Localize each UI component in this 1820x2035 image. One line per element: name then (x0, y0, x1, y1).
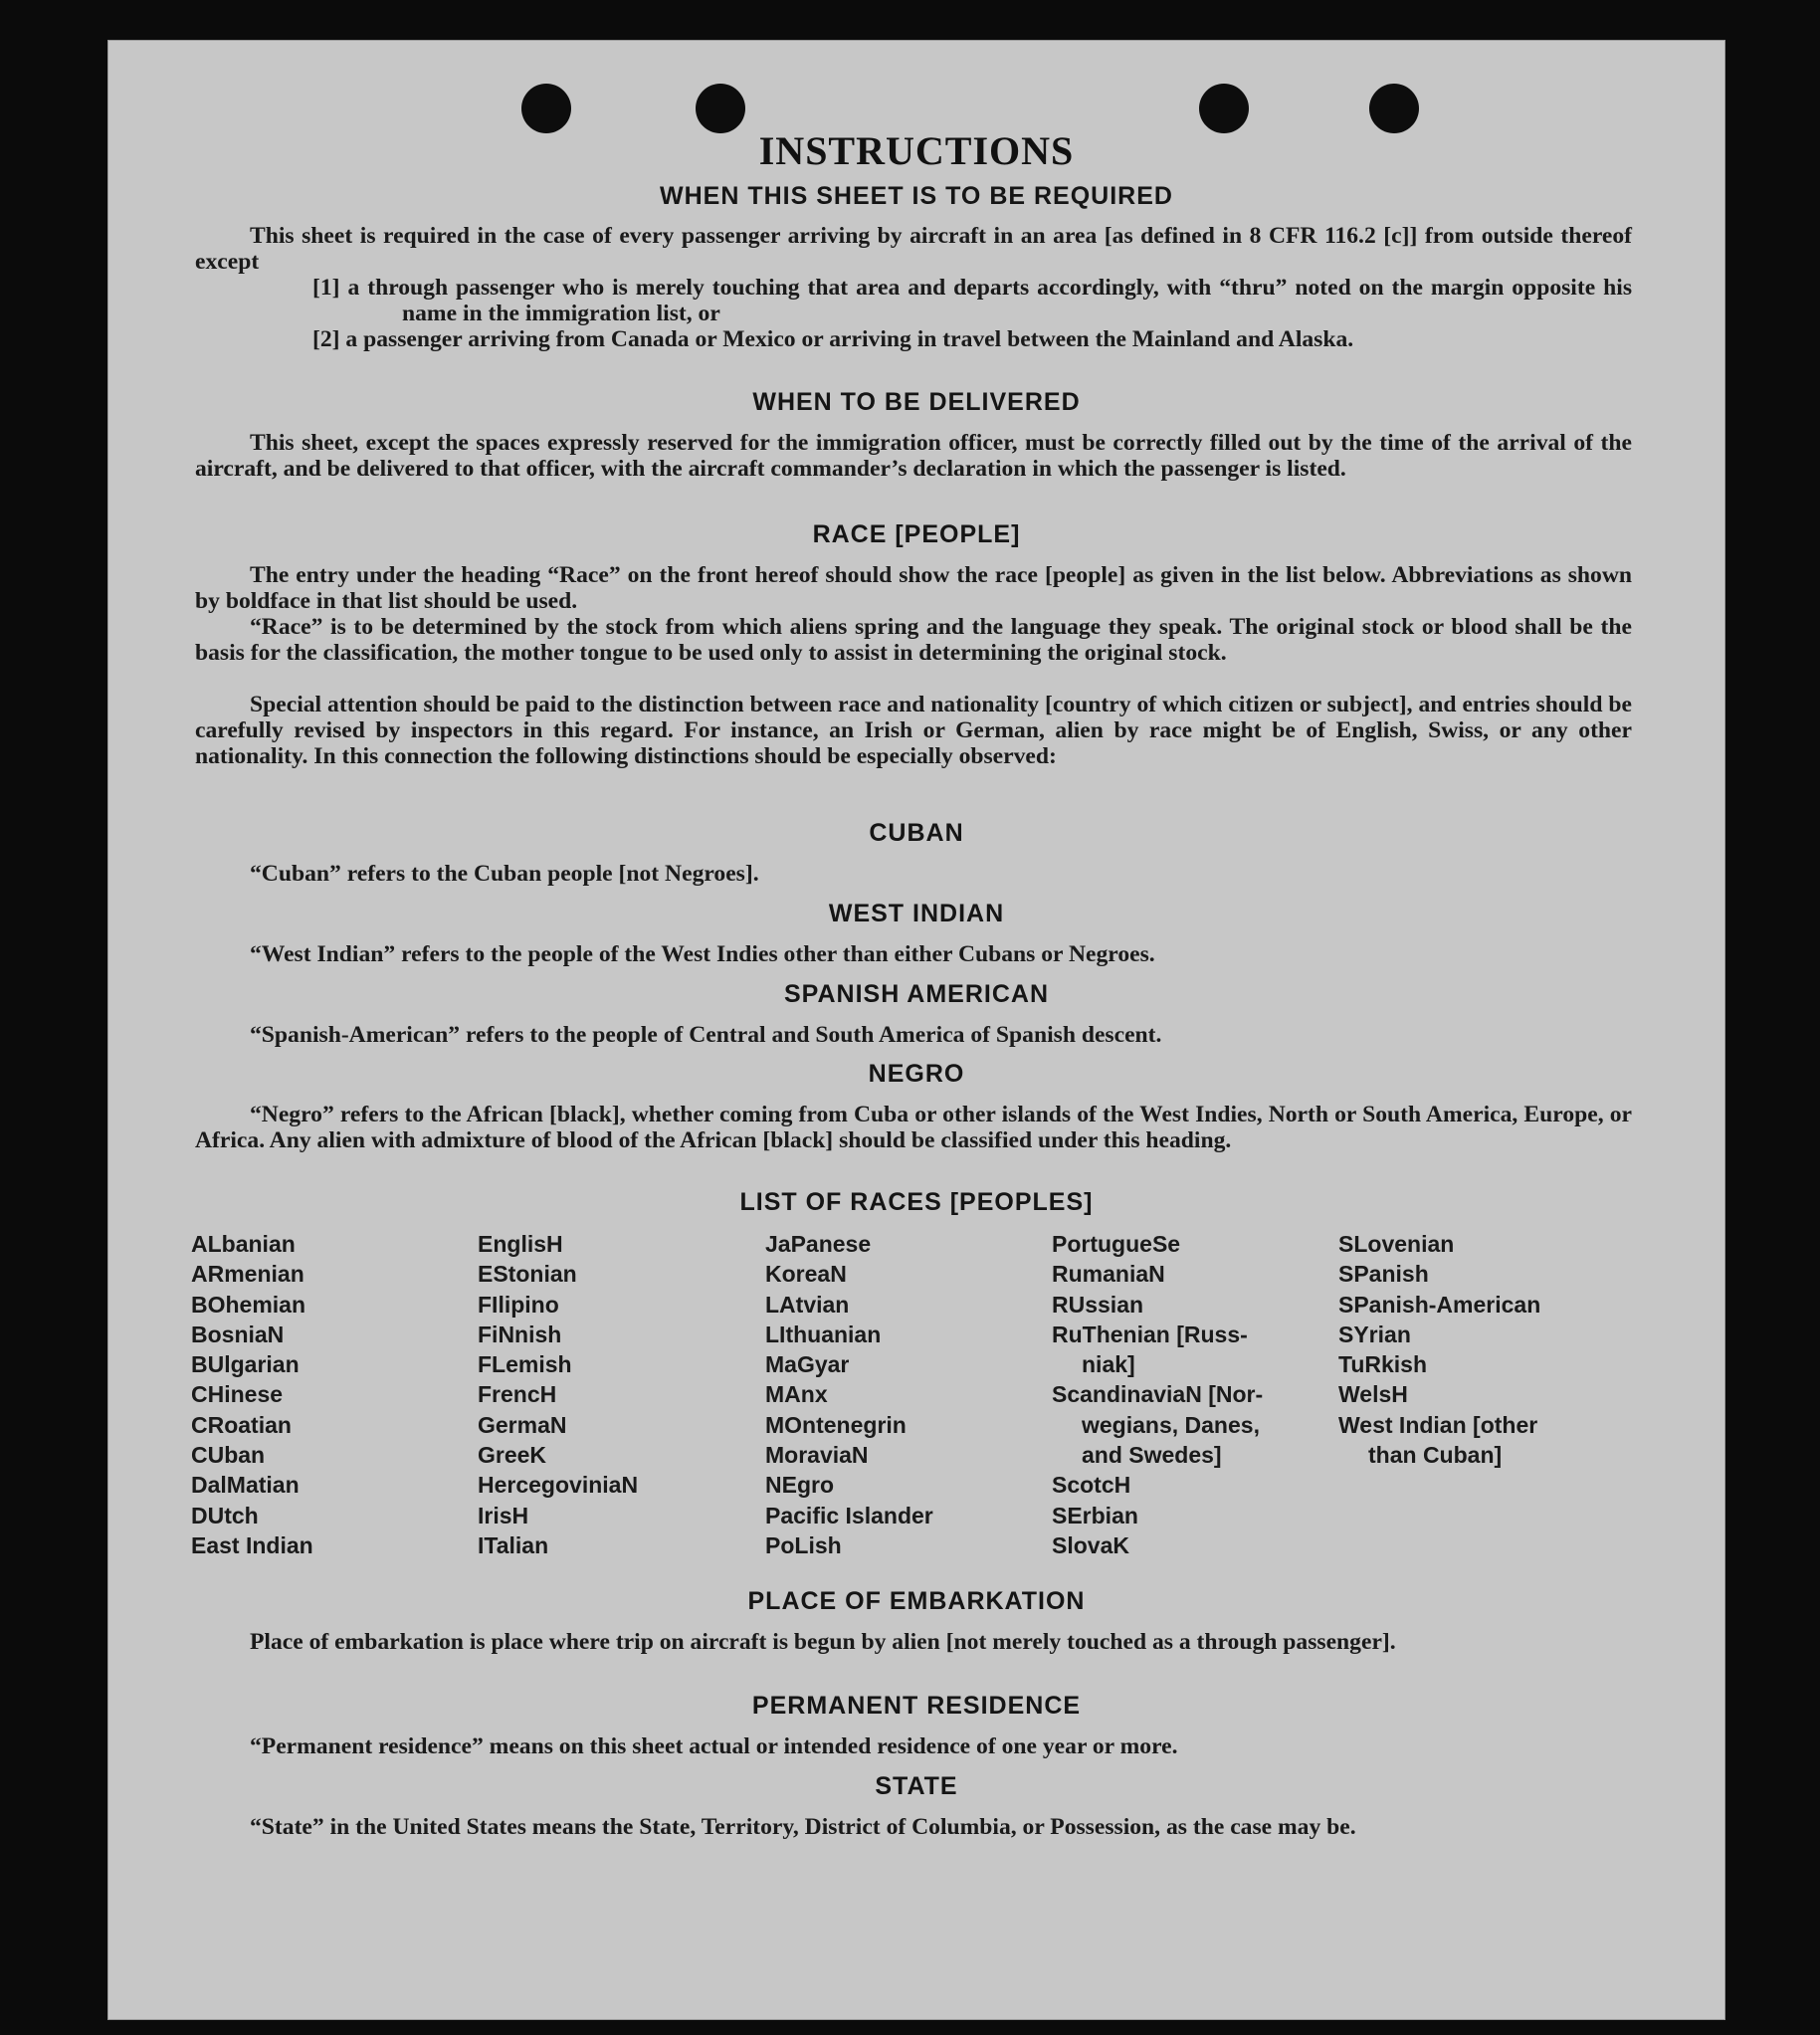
race-entry: SYrian (1338, 1321, 1411, 1347)
race-entry: RumaniaN (1052, 1261, 1165, 1288)
race-entry: SlovaK (1052, 1531, 1129, 1558)
heading-when-delivered: WHEN TO BE DELIVERED (752, 388, 1081, 416)
race-entry: BUlgarian (191, 1351, 300, 1378)
race-entry: NEgro (765, 1472, 834, 1499)
race-entry: SLovenian (1338, 1231, 1455, 1257)
race-entry: FIlipino (478, 1291, 559, 1318)
race-entry: ALbanian (191, 1231, 296, 1257)
race-entry: FLemish (478, 1351, 572, 1378)
paragraph-required-intro: This sheet is required in the case of every passenger arriving by aircraft in an area [as defined in 8 CFR 116.2 [c]] from outside thereof except (195, 223, 1632, 275)
race-entry: MOntenegrin (765, 1411, 907, 1438)
race-entry: SPanish (1338, 1261, 1429, 1288)
race-entry: ITalian (478, 1531, 549, 1558)
heading-state: STATE (875, 1772, 958, 1800)
race-column-3 (765, 1229, 933, 1560)
race-entry: FrencH (478, 1381, 557, 1408)
race-entry: RuThenian [Russ- (1052, 1321, 1248, 1347)
race-column-1 (191, 1229, 313, 1560)
race-entry: and Swedes] (1082, 1442, 1222, 1469)
heading-cuban: CUBAN (869, 819, 964, 847)
race-entry: SPanish-American (1338, 1291, 1541, 1318)
heading-west-indian: WEST INDIAN (828, 900, 1005, 927)
paragraph-cuban: “Cuban” refers to the Cuban people [not Negroes]. (250, 861, 759, 887)
race-entry: WelsH (1338, 1381, 1408, 1408)
race-entry: CHinese (191, 1381, 284, 1408)
race-entry: HercegoviniaN (478, 1472, 639, 1499)
race-entry: BOhemian (191, 1291, 306, 1318)
paragraph-race-1: The entry under the heading “Race” on the front hereof should show the race [people] as given in the list below. Abbreviations as shown by boldface in that list should be used. (195, 562, 1632, 614)
heading-when-required: WHEN THIS SHEET IS TO BE REQUIRED (660, 182, 1173, 210)
race-entry: MaGyar (765, 1351, 850, 1378)
race-column-4 (1052, 1229, 1263, 1560)
race-entry: niak] (1082, 1351, 1135, 1378)
race-entry: MoraviaN (765, 1442, 869, 1469)
list-item-required-2: [2] a passenger arriving from Canada or Mexico or arriving in travel between the Mainland and Alaska. (312, 326, 1354, 352)
race-entry: CRoatian (191, 1411, 292, 1438)
heading-permanent-residence: PERMANENT RESIDENCE (751, 1692, 1082, 1720)
race-entry: TuRkish (1338, 1351, 1428, 1378)
race-entry: PoLish (765, 1531, 842, 1558)
list-item-required-1: [1] a through passenger who is merely touching that area and departs accordingly, with “thru” noted on the margin opposite his name in the immigration list, or (312, 275, 1632, 326)
race-list (191, 1229, 1684, 1607)
race-entry: BosniaN (191, 1321, 285, 1347)
heading-list-of-races: LIST OF RACES [PEOPLES] (739, 1188, 1094, 1216)
paragraph-spanish-american: “Spanish-American” refers to the people of Central and South America of Spanish descent. (250, 1022, 1162, 1048)
race-entry: ARmenian (191, 1261, 304, 1288)
race-entry: KoreaN (765, 1261, 847, 1288)
punch-hole (696, 84, 745, 133)
race-entry: than Cuban] (1368, 1442, 1503, 1469)
paragraph-state: “State” in the United States means the State, Territory, District of Columbia, or Possession, as the case may be. (250, 1814, 1356, 1840)
punch-hole (521, 84, 571, 133)
race-entry: EnglisH (478, 1231, 563, 1257)
instruction-sheet (107, 40, 1725, 2020)
punch-hole (1369, 84, 1419, 133)
page-title: INSTRUCTIONS (758, 128, 1075, 173)
paragraph-race-2: “Race” is to be determined by the stock from which aliens spring and the language they speak. The original stock or blood shall be the basis for the classification, the mother tongue to be used only to assist in determining the original stock. (195, 614, 1632, 666)
race-entry: PortugueSe (1052, 1231, 1181, 1257)
race-entry: wegians, Danes, (1082, 1411, 1260, 1438)
race-entry: DalMatian (191, 1472, 300, 1499)
race-entry: JaPanese (765, 1231, 872, 1257)
punch-hole (1199, 84, 1249, 133)
heading-race: RACE [PEOPLE] (812, 520, 1021, 548)
race-entry: Pacific Islander (765, 1502, 933, 1528)
race-entry: West Indian [other (1338, 1411, 1538, 1438)
heading-spanish-american: SPANISH AMERICAN (783, 980, 1049, 1008)
race-entry: SErbian (1052, 1502, 1138, 1528)
race-entry: ScandinaviaN [Nor- (1052, 1381, 1264, 1408)
race-entry: East Indian (191, 1531, 313, 1558)
paragraph-delivered: This sheet, except the spaces expressly reserved for the immigration officer, must be correctly filled out by the time of the arrival of the aircraft, and be delivered to that officer, with the aircraft commander’s declaration in which the passenger is listed. (195, 430, 1632, 482)
race-column-2 (478, 1229, 638, 1560)
race-entry: ScotcH (1052, 1472, 1131, 1499)
race-entry: GreeK (478, 1442, 547, 1469)
race-entry: FiNnish (478, 1321, 562, 1347)
race-entry: LIthuanian (765, 1321, 882, 1347)
race-entry: RUssian (1052, 1291, 1144, 1318)
heading-negro: NEGRO (868, 1060, 965, 1088)
paragraph-negro: “Negro” refers to the African [black], whether coming from Cuba or other islands of the West Indies, North or South America, Europe, or Africa. Any alien with admixture of blood of the African [black] should be classified under this heading. (195, 1102, 1632, 1153)
race-entry: LAtvian (765, 1291, 850, 1318)
paragraph-west-indian: “West Indian” refers to the people of the West Indies other than either Cubans or Negroes. (250, 941, 1155, 967)
paragraph-permanent-residence: “Permanent residence” means on this sheet actual or intended residence of one year or more. (250, 1733, 1178, 1759)
heading-place-of-embarkation: PLACE OF EMBARKATION (747, 1587, 1086, 1615)
paragraph-embarkation: Place of embarkation is place where trip on aircraft is begun by alien [not merely touched as a through passenger]. (250, 1629, 1396, 1655)
race-entry: DUtch (191, 1502, 259, 1528)
race-entry: IrisH (478, 1502, 529, 1528)
race-entry: GermaN (478, 1411, 567, 1438)
paragraph-race-3: Special attention should be paid to the distinction between race and nationality [country of which citizen or subject], and entries should be carefully revised by inspectors in this regard. For instance, an Irish or German, alien by race might be of English, Swiss, or any other nationality. In this connection the following distinctions should be especially observed: (195, 692, 1632, 769)
race-entry: MAnx (765, 1381, 828, 1408)
race-entry: CUban (191, 1442, 266, 1469)
race-entry: EStonian (478, 1261, 577, 1288)
race-column-5 (1338, 1229, 1540, 1470)
